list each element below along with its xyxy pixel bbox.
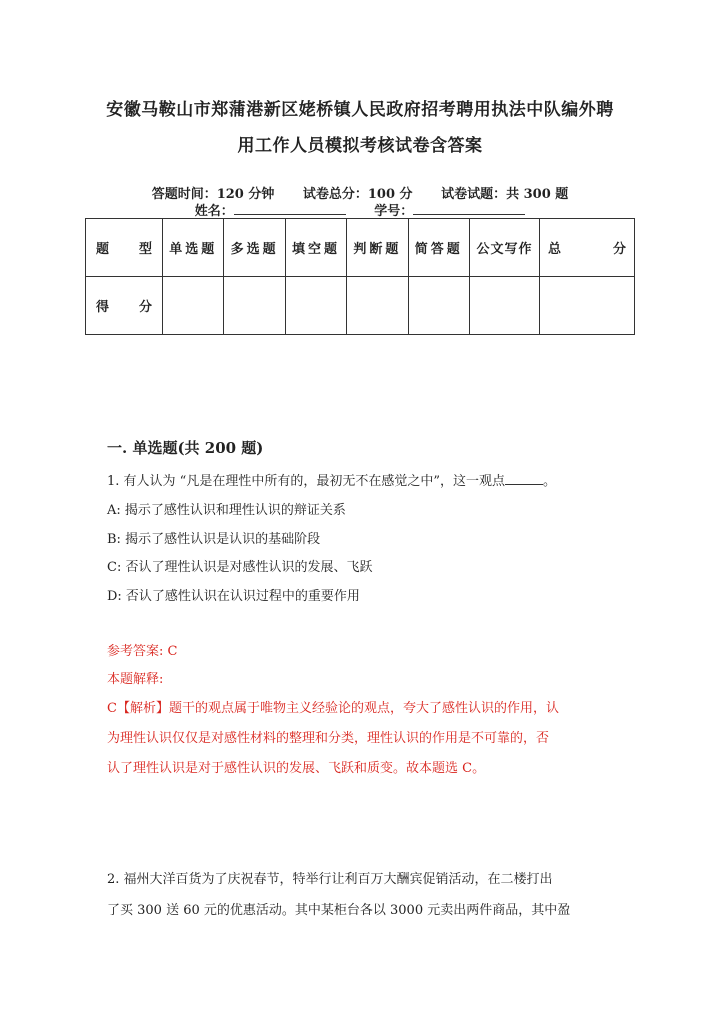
section-heading: 一. 单选题(共 200 题)	[107, 439, 264, 457]
score-table-header-row	[86, 219, 635, 277]
question-1-stem-end: 。	[542, 474, 556, 489]
score-cell-total: 总 分	[540, 219, 635, 277]
score-cell-short: 简答题	[408, 219, 469, 277]
id-field[interactable]	[374, 204, 525, 219]
answer-blank	[505, 473, 543, 485]
score-cell-judge: 判断题	[347, 219, 408, 277]
score-cell-single: 单选题	[163, 219, 224, 277]
question-2-line-2: 了买 300 送 60 元的优惠活动。其中某柜台各以 3000 元卖出两件商品，其中盈	[107, 903, 571, 918]
exam-question-count: 试卷试题：共 300 题	[441, 187, 569, 202]
option-b: B: 揭示了感性认识是认识的基础阶段	[107, 532, 321, 547]
explanation-line-1: C【解析】题干的观点属于唯物主义经验论的观点，夸大了感性认识的作用，认	[107, 701, 559, 716]
option-d: D: 否认了感性认识在认识过程中的重要作用	[107, 589, 360, 604]
score-input-fill[interactable]	[285, 277, 346, 335]
question-1-stem	[107, 470, 556, 489]
id-label: 学号：	[374, 204, 414, 219]
score-input-judge[interactable]	[347, 277, 408, 335]
explanation-label: 本题解释:	[107, 672, 164, 687]
explanation-line-2: 为理性认识仅仅是对感性材料的整理和分类，理性认识的作用是不可靠的，否	[107, 731, 550, 746]
option-a: A: 揭示了感性认识和理性认识的辩证关系	[107, 503, 346, 518]
score-table-score-row	[86, 277, 635, 335]
score-input-total[interactable]	[540, 277, 635, 335]
student-info	[0, 200, 720, 219]
explanation-line-3: 认了理性认识是对于感性认识的发展、飞跃和质变。故本题选 C。	[107, 761, 486, 776]
exam-title-line1: 安徽马鞍山市郑蒲港新区姥桥镇人民政府招考聘用执法中队编外聘	[106, 100, 614, 120]
option-c: C: 否认了理性认识是对感性认识的发展、飞跃	[107, 560, 373, 575]
reference-answer: 参考答案: C	[107, 644, 178, 659]
exam-total-score: 试卷总分：100 分	[302, 187, 413, 202]
score-input-writing[interactable]	[469, 277, 539, 335]
score-cell-type: 题 型	[86, 219, 163, 277]
question-2-line-1: 2. 福州大洋百货为了庆祝春节，特举行让利百万大酬宾促销活动，在二楼打出	[107, 872, 553, 887]
score-cell-writing: 公文写作	[469, 219, 539, 277]
exam-time: 答题时间：120 分钟	[151, 187, 275, 202]
score-cell-multi: 多选题	[224, 219, 285, 277]
name-field[interactable]	[195, 204, 346, 219]
exam-title-line2: 用工作人员模拟考核试卷含答案	[237, 136, 483, 156]
question-1-stem-text: 1. 有人认为 “凡是在理性中所有的，最初无不在感觉之中”，这一观点	[107, 474, 505, 489]
score-input-short[interactable]	[408, 277, 469, 335]
score-row-label: 得 分	[86, 277, 163, 335]
name-blank[interactable]	[234, 202, 346, 215]
score-table	[85, 218, 635, 335]
score-cell-fill: 填空题	[285, 219, 346, 277]
score-input-single[interactable]	[163, 277, 224, 335]
score-input-multi[interactable]	[224, 277, 285, 335]
name-label: 姓名：	[194, 204, 234, 219]
id-blank[interactable]	[413, 202, 525, 215]
